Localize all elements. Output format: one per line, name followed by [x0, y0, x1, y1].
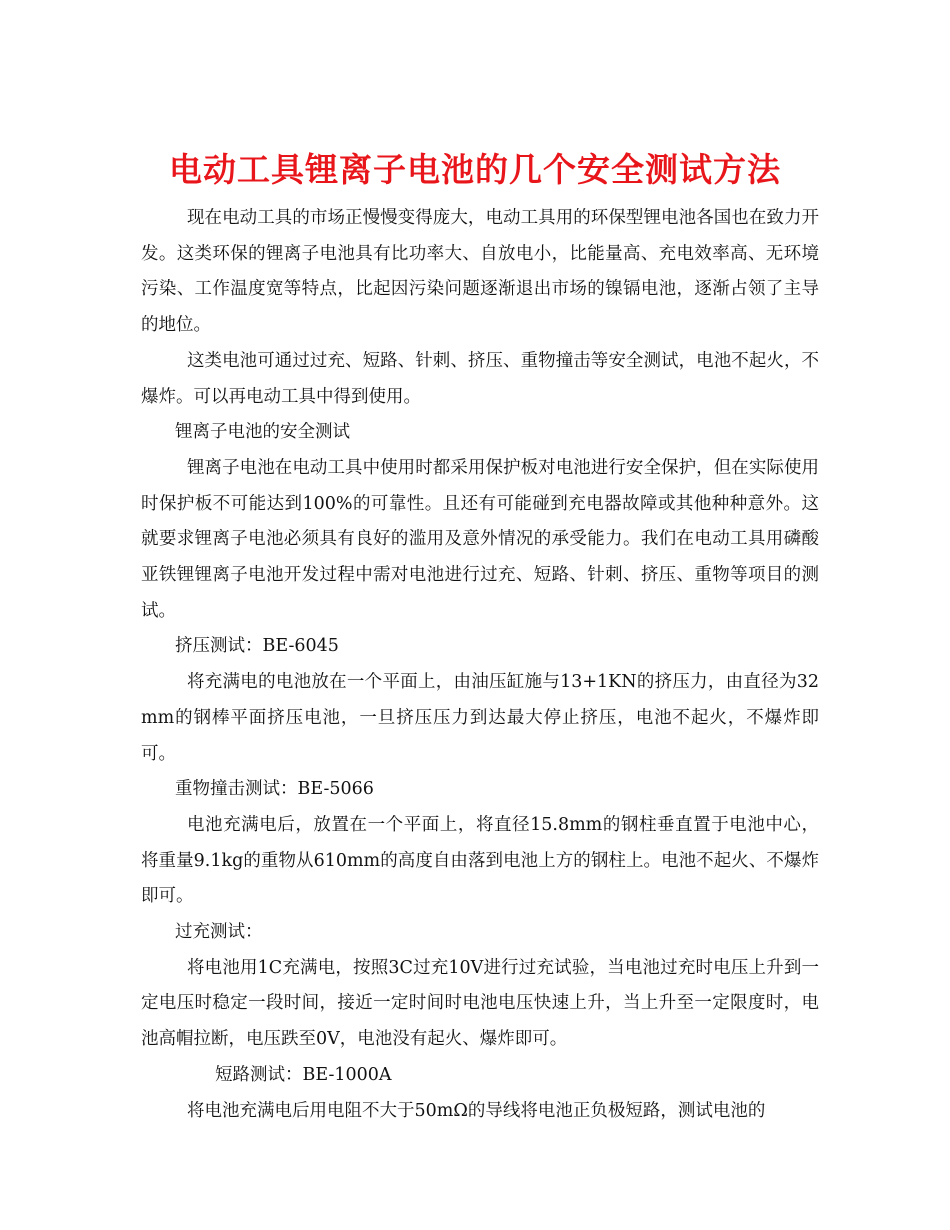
document-body	[141, 201, 819, 1129]
section-heading-safety-tests: 锂离子电池的安全测试	[175, 422, 350, 443]
paragraph-overcharge-test: 将电池用1C充满电，按照3C过充10V进行过充试验，当电池过充时电压上升到一定电压时稳定一段时间，接近一定时间时电池电压快速上升，当上升至一定限度时，电池高帽拉断，电压跌至0V，电池没有起火、爆炸即可。	[141, 957, 819, 1050]
paragraph-impact-test: 电池充满电后，放置在一个平面上，将直径15.8mm的钢柱垂直置于电池中心，将重量9.1kg的重物从610mm的高度自由落到电池上方的钢柱上。电池不起火、不爆炸即可。	[141, 814, 819, 907]
heading-impact-test: 重物撞击测试：BE-5066	[175, 779, 374, 800]
paragraph-intro: 现在电动工具的市场正慢慢变得庞大，电动工具用的环保型锂电池各国也在致力开发。这类环保的锂离子电池具有比功率大、自放电小，比能量高、充电效率高、无环境污染、工作温度宽等特点，比起因污染问题逐渐退出市场的镍镉电池，逐渐占领了主导的地位。	[141, 208, 819, 336]
heading-short-circuit-test: 短路测试：BE-1000A	[215, 1064, 392, 1085]
paragraph-crush-test: 将充满电的电池放在一个平面上，由油压缸施与13+1KN的挤压力，由直径为32mm的钢棒平面挤压电池，一旦挤压压力到达最大停止挤压，电池不起火，不爆炸即可。	[141, 672, 819, 764]
paragraph-short-circuit-test: 将电池充满电后用电阻不大于50mΩ的导线将电池正负极短路，测试电池的	[187, 1100, 766, 1121]
paragraph-protection-board: 锂离子电池在电动工具中使用时都采用保护板对电池进行安全保护，但在实际使用时保护板不可能达到100%的可靠性。且还有可能碰到充电器故障或其他种种意外。这就要求锂离子电池必须具有良好的滥用及意外情况的承受能力。我们在电动工具用磷酸亚铁锂锂离子电池开发过程中需对电池进行过充、短路、针刺、挤压、重物等项目的测试。	[141, 457, 819, 621]
heading-crush-test: 挤压测试：BE-6045	[175, 636, 339, 657]
heading-overcharge-test: 过充测试：	[175, 922, 263, 943]
paragraph-safety-summary: 这类电池可通过过充、短路、针刺、挤压、重物撞击等安全测试，电池不起火，不爆炸。可以再电动工具中得到使用。	[141, 350, 819, 407]
document-title: 电动工具锂离子电池的几个安全测试方法	[169, 150, 781, 190]
